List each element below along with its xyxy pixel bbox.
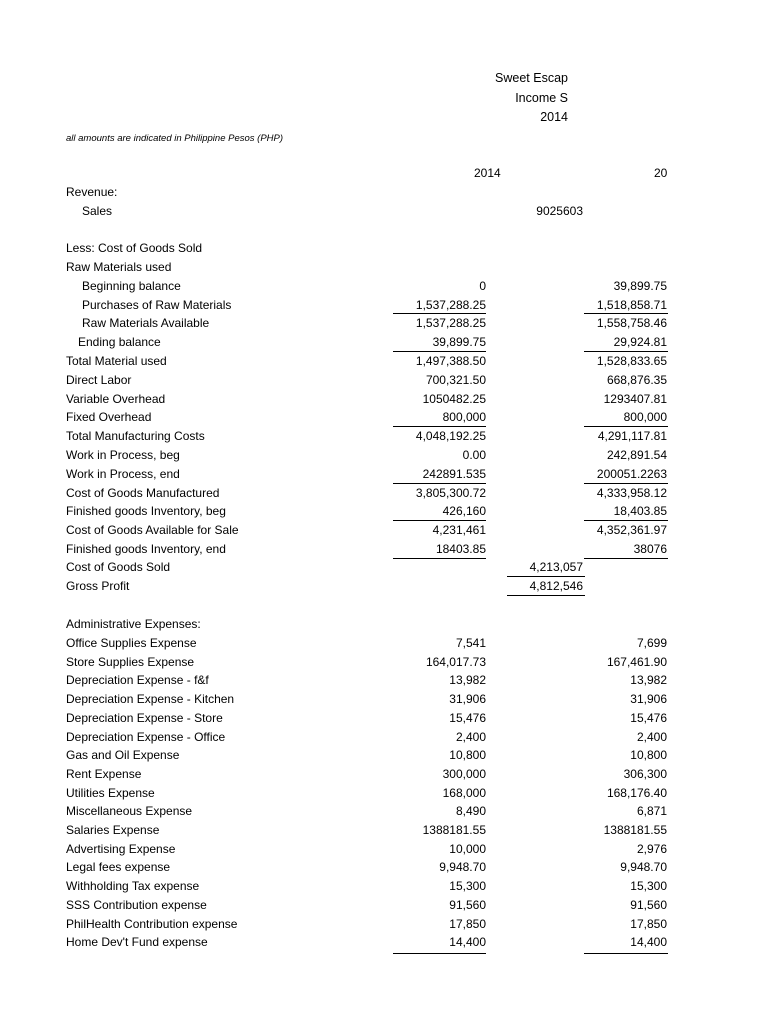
table-row xyxy=(0,502,668,521)
table-row xyxy=(0,915,668,934)
value-next-year: 39,899.75 xyxy=(613,278,667,293)
table-row xyxy=(0,709,668,728)
value-2014: 10,000 xyxy=(449,841,486,856)
table-row xyxy=(0,821,668,840)
value-2014: 164,017.73 xyxy=(425,654,486,669)
value-2014: 0 xyxy=(479,278,486,293)
value-next-year: 1388181.55 xyxy=(603,823,667,837)
rule xyxy=(393,520,486,521)
row-label: Depreciation Expense - f&f xyxy=(66,673,209,688)
statement-year: 2014 xyxy=(540,110,568,124)
row-label: Fixed Overhead xyxy=(66,410,152,425)
value-next-year: 2,400 xyxy=(636,729,667,744)
value-next-year: 6,871 xyxy=(636,804,667,819)
value-next-year: 15,300 xyxy=(630,879,667,894)
revenue-heading-row xyxy=(0,183,668,202)
row-label: Gas and Oil Expense xyxy=(66,748,180,763)
rule xyxy=(507,595,585,596)
table-row xyxy=(0,484,668,503)
table-row xyxy=(0,408,668,427)
table-row xyxy=(0,765,668,784)
table-row xyxy=(0,296,668,315)
table-row xyxy=(0,896,668,915)
rule xyxy=(584,558,668,559)
rule xyxy=(507,576,585,577)
value-2014: 15,476 xyxy=(449,710,486,725)
value-next-year: 800,000 xyxy=(623,410,667,425)
row-label: Depreciation Expense - Kitchen xyxy=(66,692,235,707)
row-label: Ending balance xyxy=(78,335,161,350)
row-label: Depreciation Expense - Office xyxy=(66,729,226,744)
table-row xyxy=(0,258,668,277)
value-2014: 39,899.75 xyxy=(432,335,486,350)
value-next-year: 2,976 xyxy=(636,841,667,856)
table-row xyxy=(0,653,668,672)
cogs-heading: Less: Cost of Goods Sold xyxy=(66,241,203,255)
value-next-year: 168,176.40 xyxy=(606,785,667,800)
value-next-year: 1,528,833.65 xyxy=(596,354,667,368)
value-next-year: 18,403.85 xyxy=(613,504,667,519)
row-label: Beginning balance xyxy=(82,278,181,293)
row-label: Store Supplies Expense xyxy=(66,654,195,669)
table-row xyxy=(0,540,668,559)
rule xyxy=(393,558,486,559)
row-label: Advertising Expense xyxy=(66,841,176,856)
row-label: Legal fees expense xyxy=(66,860,171,875)
revenue-heading: Revenue: xyxy=(66,185,118,199)
value-next-year: 200051.2263 xyxy=(596,466,667,481)
value-2014: 17,850 xyxy=(449,916,486,931)
rule xyxy=(584,520,668,521)
table-row xyxy=(0,877,668,896)
value-next-year: 306,300 xyxy=(623,766,667,781)
value-2014: 15,300 xyxy=(449,879,486,894)
value-2014: 13,982 xyxy=(449,673,486,688)
table-row xyxy=(0,634,668,653)
value-next-year: 4,333,958.12 xyxy=(596,485,667,500)
row-label: Withholding Tax expense xyxy=(66,879,200,894)
company-name: Sweet Escap xyxy=(495,71,568,85)
value-next-year: 29,924.81 xyxy=(613,335,667,350)
row-label: Direct Labor xyxy=(66,372,132,387)
value-next-year: 167,461.90 xyxy=(606,654,667,669)
admin-heading-row xyxy=(0,615,668,634)
value-2014: 3,805,300.72 xyxy=(415,485,486,500)
row-label: Total Manufacturing Costs xyxy=(66,429,205,444)
value-next-year: 31,906 xyxy=(630,692,667,707)
value-next-year: 91,560 xyxy=(630,897,667,912)
value-2014: 242891.535 xyxy=(422,466,486,481)
rule xyxy=(584,426,668,427)
sales-value: 9025603 xyxy=(536,204,583,218)
rule xyxy=(393,483,486,484)
value-2014: 1388181.55 xyxy=(422,823,486,837)
table-row xyxy=(0,690,668,709)
value-next-year: 38076 xyxy=(633,542,667,556)
value-2014: 4,048,192.25 xyxy=(415,429,486,444)
value-next-year: 14,400 xyxy=(630,935,667,950)
value-2014: 0.00 xyxy=(462,448,486,462)
row-label: Finished goods Inventory, end xyxy=(66,542,226,556)
column-year-2014: 2014 xyxy=(474,166,501,180)
value-2014: 91,560 xyxy=(449,897,486,912)
row-label: Miscellaneous Expense xyxy=(66,804,193,819)
value-next-year: 668,876.35 xyxy=(606,372,667,387)
cogs-heading-row xyxy=(0,239,668,258)
sales-row xyxy=(0,202,668,221)
value-2014: 2,400 xyxy=(455,729,486,744)
value-2014: 168,000 xyxy=(442,785,486,800)
rule xyxy=(393,426,486,427)
value-next-year: 4,291,117.81 xyxy=(597,429,667,444)
rule xyxy=(393,313,486,314)
value-2014: 1,497,388.50 xyxy=(415,354,486,368)
row-label: Work in Process, end xyxy=(66,466,180,481)
value-2014: 1,537,288.25 xyxy=(415,316,486,331)
value-2014: 10,800 xyxy=(449,748,486,763)
cogs-total-value: 4,213,057 xyxy=(529,560,583,574)
admin-heading: Administrative Expenses: xyxy=(66,617,201,631)
currency-note: all amounts are indicated in Philippine Pesos (PHP) xyxy=(66,133,284,144)
table-row xyxy=(0,840,668,859)
row-label: Salaries Expense xyxy=(66,823,160,837)
value-next-year: 1293407.81 xyxy=(603,391,667,406)
column-year-next: 20 xyxy=(654,166,668,180)
rule xyxy=(584,351,668,352)
table-row xyxy=(0,728,668,747)
row-label: Cost of Goods Manufactured xyxy=(66,485,220,500)
gross-profit-row xyxy=(0,577,668,596)
rule xyxy=(393,953,486,954)
cogs-total-row xyxy=(0,558,668,577)
table-row xyxy=(0,671,668,690)
value-2014: 18403.85 xyxy=(435,542,486,556)
cogs-total-label: Cost of Goods Sold xyxy=(66,560,171,574)
rule xyxy=(584,953,668,954)
table-row xyxy=(0,390,668,409)
rule xyxy=(393,351,486,352)
value-2014: 300,000 xyxy=(442,766,486,781)
row-label: Finished goods Inventory, beg xyxy=(66,504,226,519)
row-label: SSS Contribution expense xyxy=(66,897,207,912)
value-next-year: 9,948.70 xyxy=(620,860,667,875)
value-2014: 700,321.50 xyxy=(425,372,486,387)
row-label: Raw Materials used xyxy=(66,260,172,274)
table-row xyxy=(0,277,668,296)
gross-profit-value: 4,812,546 xyxy=(529,579,583,593)
table-row xyxy=(0,933,668,952)
row-label: Office Supplies Expense xyxy=(66,636,197,650)
table-row xyxy=(0,333,668,352)
row-label: Home Dev't Fund expense xyxy=(66,935,208,950)
row-label: Depreciation Expense - Store xyxy=(66,710,223,725)
value-2014: 426,160 xyxy=(442,504,486,519)
value-2014: 8,490 xyxy=(455,804,486,819)
table-row xyxy=(0,427,668,446)
row-label: Utilities Expense xyxy=(66,785,155,800)
table-row xyxy=(0,465,668,484)
value-next-year: 13,982 xyxy=(630,673,667,688)
row-label: Variable Overhead xyxy=(66,391,166,406)
row-label: Rent Expense xyxy=(66,766,142,781)
value-next-year: 1,558,758.46 xyxy=(596,316,667,331)
value-2014: 800,000 xyxy=(442,410,486,425)
table-row xyxy=(0,802,668,821)
value-next-year: 1,518,858.71 xyxy=(596,297,667,312)
gross-profit-label: Gross Profit xyxy=(66,579,130,593)
value-2014: 1050482.25 xyxy=(422,391,486,406)
row-label: Work in Process, beg xyxy=(66,448,180,462)
value-next-year: 15,476 xyxy=(630,710,667,725)
table-row xyxy=(0,858,668,877)
table-row xyxy=(0,314,668,333)
sales-label: Sales xyxy=(82,204,113,218)
rule xyxy=(584,483,668,484)
value-next-year: 17,850 xyxy=(630,916,667,931)
row-label: Cost of Goods Available for Sale xyxy=(66,523,239,538)
row-label: Purchases of Raw Materials xyxy=(82,297,232,312)
value-2014: 1,537,288.25 xyxy=(415,297,486,312)
value-2014: 31,906 xyxy=(449,692,486,707)
table-row xyxy=(0,746,668,765)
row-label: Raw Materials Available xyxy=(82,316,210,331)
value-2014: 9,948.70 xyxy=(439,860,486,875)
value-2014: 4,231,461 xyxy=(432,523,486,538)
table-row xyxy=(0,446,668,465)
value-next-year: 242,891.54 xyxy=(606,448,667,462)
row-label: PhilHealth Contribution expense xyxy=(66,916,238,931)
table-row xyxy=(0,371,668,390)
value-next-year: 4,352,361.97 xyxy=(596,523,667,538)
row-label: Total Material used xyxy=(66,354,167,368)
statement-title: Income S xyxy=(515,91,568,105)
value-2014: 7,541 xyxy=(455,636,486,650)
value-next-year: 10,800 xyxy=(630,748,667,763)
rule xyxy=(584,313,668,314)
table-row xyxy=(0,784,668,803)
value-next-year: 7,699 xyxy=(636,636,667,650)
table-row xyxy=(0,521,668,540)
table-row xyxy=(0,352,668,371)
value-2014: 14,400 xyxy=(449,935,486,950)
